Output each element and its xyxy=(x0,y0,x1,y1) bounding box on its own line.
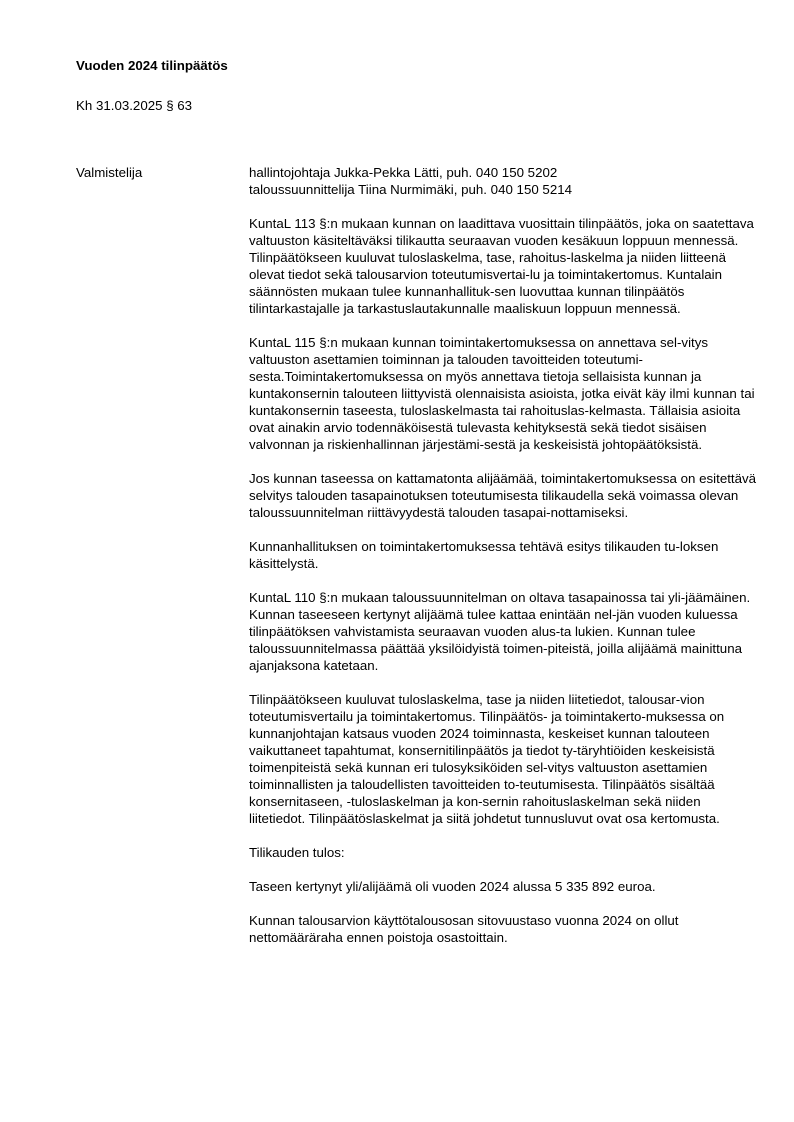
paragraph: Kunnanhallituksen on toimintakertomuksessa tehtävä esitys tilikauden tu-loksen käsittelystä. xyxy=(249,539,719,571)
document-body xyxy=(249,164,759,946)
preparer-line: taloussuunnittelija Tiina Nurmimäki, puh. 040 150 5214 xyxy=(249,182,573,197)
paragraph: Taseen kertynyt yli/alijäämä oli vuoden 2024 alussa 5 335 892 euroa. xyxy=(249,879,656,894)
paragraph: Tilinpäätökseen kuuluvat tuloslaskelma, tase ja niiden liitetiedot, talousar-vion toteutumisvertailu ja toimintakertomus. Tilinpäätös- ja toimintakerto-muksessa on kunnanjohtajan katsaus vuoden 2024 toiminnasta, keskeiset kunnan talouteen vaikuttaneet tapahtumat, konsernitilinpäätös ja tiedot ty-täryhtiöiden keskeisistä toimenpiteistä sekä kunnan eri tulosyksiköiden sel-vitys valtuuston asettamien toiminnallisten ja taloudellisten tavoitteiden to-teutumisesta. Tilinpäätös sisältää konsernitaseen, -tuloslaskelman ja kon-sernin rahoituslaskelman sekä niiden liitetiedot. Tilinpäätöslaskelmat ja siitä johdetut tunnusluvut ovat osa kertomusta. xyxy=(249,692,725,826)
paragraph: Kunnan talousarvion käyttötalousosan sitovuustaso vuonna 2024 on ollut nettomääräraha ennen poistoja osastoittain. xyxy=(249,913,679,945)
preparer-line: hallintojohtaja Jukka-Pekka Lätti, puh. 040 150 5202 xyxy=(249,165,558,180)
document-title: Vuoden 2024 tilinpäätös xyxy=(76,58,228,73)
paragraph: Tilikauden tulos: xyxy=(249,845,345,860)
paragraph: KuntaL 110 §:n mukaan taloussuunnitelman on oltava tasapainossa tai yli-jäämäinen. Kunnan taseeseen kertynyt alijäämä tulee kattaa enintään nel-jän vuoden kuluessa tilinpäätöksen vahvistamista seuraavan vuoden alus-ta lukien. Kunnan tulee taloussuunnitelmassa päättää yksilöidyistä toimen-piteistä, joilla alijäämä mainittuna ajanjaksona katetaan. xyxy=(249,590,751,673)
meeting-reference: Kh 31.03.2025 § 63 xyxy=(76,98,193,113)
paragraph: KuntaL 113 §:n mukaan kunnan on laadittava vuosittain tilinpäätös, joka on saatettava valtuuston käsiteltäväksi tilikautta seuraavan vuoden kesäkuun loppuun mennessä. Tilinpäätökseen kuuluvat tuloslaskelma, tase, rahoitus-laskelma ja niiden liitteenä olevat tiedot sekä talousarvion toteutumisvertai-lu ja toimintakertomus. Kuntalain säännösten mukaan tulee kunnanhallituk-sen luovuttaa kunnan tilinpäätös tilintarkastajalle ja tarkastuslautakunnalle maaliskuun loppuun mennessä. xyxy=(249,216,754,316)
paragraph: KuntaL 115 §:n mukaan kunnan toimintakertomuksessa on annettava sel-vitys valtuuston asettamien toiminnan ja talouden tavoitteiden toteutumi-sesta.Toimintakertomuksessa on myös annettava tietoja sellaisista kunnan ja kuntakonsernin talouteen liittyvistä olennaisista asioista, jotka eivät käy ilmi kunnan tai kuntakonsernin taseesta, tuloslaskelmasta tai rahoituslas-kelmasta. Tällaisia asioita ovat ainakin arvio todennäköisestä tulevasta kehityksestä sekä tiedot sisäisen valvonnan ja riskienhallinnan järjestämi-sestä ja keskeisistä johtopäätöksistä. xyxy=(249,335,755,452)
preparer-label: Valmistelija xyxy=(76,165,143,180)
paragraph: Jos kunnan taseessa on kattamatonta alijäämää, toimintakertomuksessa on esitettävä selvitys talouden tasapainotuksen toteutumisesta tilikaudella sekä voimassa olevan taloussuunnitelman riittävyydestä talouden tasapai-nottamiseksi. xyxy=(249,471,757,520)
